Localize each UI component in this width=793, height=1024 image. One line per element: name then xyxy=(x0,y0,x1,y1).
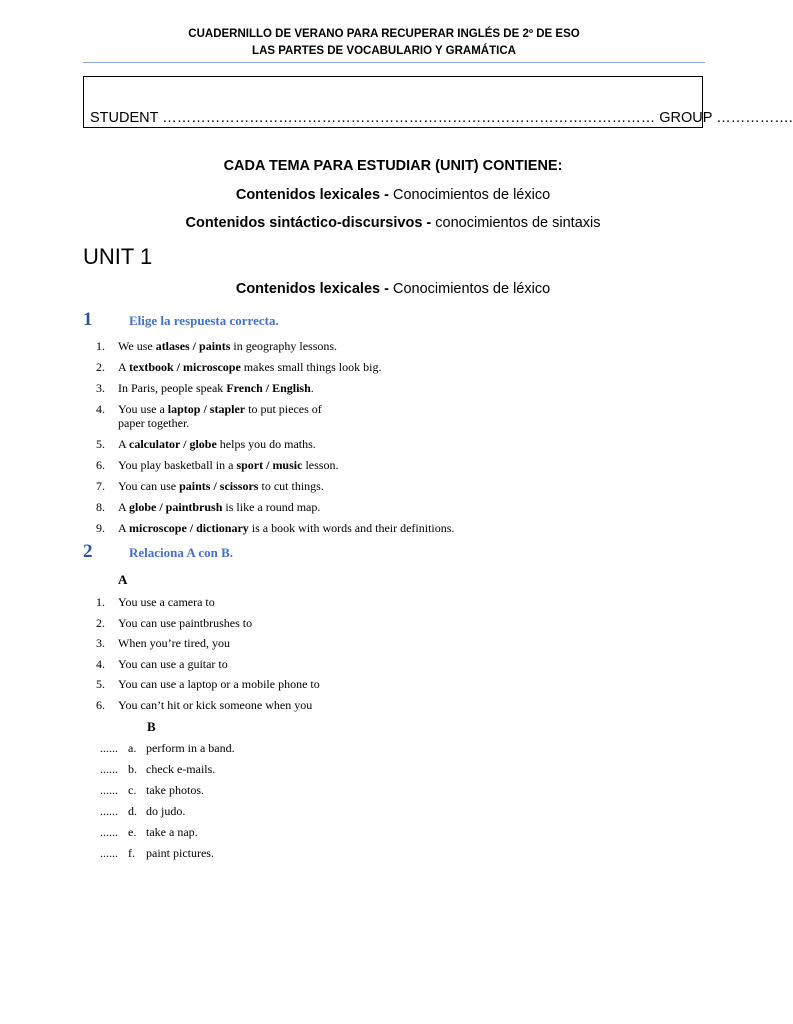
item-text: When you’re tired, you xyxy=(118,636,230,651)
item-text: You can use paintbrushes to xyxy=(118,615,253,630)
exercise-1-list xyxy=(96,339,454,542)
item-text xyxy=(118,360,454,381)
item-text xyxy=(118,402,454,437)
item-text: take a nap. xyxy=(146,825,198,839)
list-item xyxy=(96,458,454,479)
intro-lexical-bold: Contenidos lexicales - xyxy=(235,187,389,203)
item-number: 6. xyxy=(96,697,105,712)
item-number: 4. xyxy=(96,402,105,416)
exercise-2-column-b xyxy=(100,741,235,867)
exercise-2-number: 2 xyxy=(83,541,93,562)
list-item xyxy=(96,616,320,637)
list-item xyxy=(96,521,454,542)
header-line-1: CUADERNILLO DE VERANO PARA RECUPERAR INGLÉS DE 2º DE ESO xyxy=(188,28,580,40)
item-text-pre: We use xyxy=(118,339,156,353)
item-number: 8. xyxy=(96,500,105,514)
item-text xyxy=(118,339,454,360)
item-text: take photos. xyxy=(146,783,204,797)
item-text-post: makes small things look big. xyxy=(240,360,382,374)
item-text-pre: A xyxy=(118,437,130,451)
item-choice[interactable]: calculator / globe xyxy=(129,437,217,451)
exercise-1-heading xyxy=(83,309,279,331)
item-text: check e-mails. xyxy=(146,762,216,776)
unit-title: UNIT 1 xyxy=(83,244,153,269)
item-text-pre: You play basketball in a xyxy=(118,458,237,472)
list-item xyxy=(100,741,235,762)
document-header xyxy=(0,0,768,60)
item-choice[interactable]: globe / paintbrush xyxy=(129,500,223,514)
item-letter: b. xyxy=(128,762,137,776)
student-name-blank[interactable]: ………………………………………………………………………………………… xyxy=(158,110,660,126)
list-item xyxy=(96,677,320,698)
item-letter: c. xyxy=(128,783,137,797)
student-line xyxy=(90,110,793,126)
item-text: do judo. xyxy=(146,804,186,818)
answer-blank[interactable]: ...... xyxy=(100,783,118,797)
intro-lexical-line xyxy=(83,187,703,203)
item-number: 5. xyxy=(96,677,105,692)
list-item xyxy=(96,636,320,657)
intro-syntax-text: conocimientos de sintaxis xyxy=(431,215,601,231)
item-text: You can use a laptop or a mobile phone to xyxy=(118,677,320,692)
item-text xyxy=(118,437,454,458)
item-choice[interactable]: paints / scissors xyxy=(179,479,259,493)
unit-lexical-line xyxy=(83,281,703,297)
list-item xyxy=(96,339,454,360)
answer-blank[interactable]: ...... xyxy=(100,825,118,839)
item-text: You use a camera to xyxy=(118,595,215,609)
item-number: 1. xyxy=(96,339,105,353)
item-choice[interactable]: French / English xyxy=(226,381,311,395)
answer-blank[interactable]: ...... xyxy=(100,741,118,755)
item-letter: f. xyxy=(128,846,135,860)
list-item xyxy=(96,698,320,719)
header-line-2: LAS PARTES DE VOCABULARIO Y GRAMÁTICA xyxy=(252,45,516,57)
student-label: STUDENT xyxy=(90,110,159,126)
item-text-pre: A xyxy=(118,500,130,514)
intro-lexical-text: Conocimientos de léxico xyxy=(388,187,551,203)
answer-blank[interactable]: ...... xyxy=(100,804,118,818)
column-a-label: A xyxy=(118,572,128,587)
column-b-label: B xyxy=(147,719,156,734)
exercise-2-column-a xyxy=(96,595,320,719)
item-text: perform in a band. xyxy=(146,741,235,755)
exercise-1-number: 1 xyxy=(83,309,93,330)
item-number: 9. xyxy=(96,521,105,535)
item-number: 1. xyxy=(96,595,105,609)
unit-lexical-bold: Contenidos lexicales - xyxy=(235,281,389,297)
exercise-2-title: Relaciona A con B. xyxy=(129,545,234,560)
list-item xyxy=(100,846,235,867)
list-item xyxy=(96,657,320,678)
list-item xyxy=(100,825,235,846)
unit-lexical-text: Conocimientos de léxico xyxy=(388,281,551,297)
list-item xyxy=(96,595,320,616)
item-number: 3. xyxy=(96,381,105,395)
item-text xyxy=(118,479,454,500)
item-number: 4. xyxy=(96,656,105,671)
exercise-2-heading xyxy=(83,541,233,563)
item-letter: a. xyxy=(128,741,137,755)
item-number: 5. xyxy=(96,437,105,451)
exercise-1-title: Elige la respuesta correcta. xyxy=(129,313,279,328)
item-text: paint pictures. xyxy=(146,846,214,860)
item-text-post: . xyxy=(310,381,314,395)
item-text-post: to put pieces of xyxy=(245,402,322,416)
item-text xyxy=(118,521,454,542)
item-text-post: helps you do maths. xyxy=(216,437,316,451)
list-item xyxy=(96,360,454,381)
item-choice[interactable]: atlases / paints xyxy=(155,339,231,353)
item-text-pre: A xyxy=(118,521,130,535)
list-item xyxy=(100,783,235,804)
list-item xyxy=(96,402,454,437)
item-text xyxy=(118,458,454,479)
item-choice[interactable]: sport / music xyxy=(236,458,303,472)
answer-blank[interactable]: ...... xyxy=(100,762,118,776)
item-text-post: in geography lessons. xyxy=(230,339,338,353)
list-item xyxy=(96,381,454,402)
item-number: 2. xyxy=(96,360,105,374)
item-text: You can’t hit or kick someone when you xyxy=(118,697,313,712)
item-text xyxy=(118,500,454,521)
item-number: 3. xyxy=(96,636,105,651)
item-letter: d. xyxy=(128,804,137,818)
list-item xyxy=(96,437,454,458)
item-choice[interactable]: laptop / stapler xyxy=(167,402,246,416)
group-blank[interactable]: ……………. xyxy=(712,110,793,126)
item-text-post: is like a round map. xyxy=(222,500,321,514)
item-text xyxy=(118,381,454,402)
intro-syntax-line xyxy=(83,215,703,231)
item-text-pre: You can use xyxy=(118,479,180,493)
header-rule xyxy=(83,62,705,63)
list-item xyxy=(96,479,454,500)
intro-heading: CADA TEMA PARA ESTUDIAR (UNIT) CONTIENE: xyxy=(223,158,563,174)
item-text-post: to cut things. xyxy=(258,479,324,493)
group-label: GROUP xyxy=(659,110,713,126)
item-text-pre: A xyxy=(118,360,130,374)
answer-blank[interactable]: ...... xyxy=(100,846,118,860)
intro-syntax-bold: Contenidos sintáctico-discursivos - xyxy=(185,215,432,231)
list-item xyxy=(100,762,235,783)
item-number: 7. xyxy=(96,479,105,493)
item-text-pre: You use a xyxy=(118,402,168,416)
item-number: 2. xyxy=(96,615,105,630)
student-box xyxy=(83,76,793,128)
item-text-continued: paper together. xyxy=(118,416,190,430)
list-item xyxy=(96,500,454,521)
item-text-post: is a book with words and their definitions. xyxy=(248,521,455,535)
item-letter: e. xyxy=(128,825,137,839)
item-text-post: lesson. xyxy=(302,458,339,472)
item-text-pre: In Paris, people speak xyxy=(118,381,227,395)
item-text: You can use a guitar to xyxy=(118,656,228,671)
item-choice[interactable]: microscope / dictionary xyxy=(129,521,249,535)
item-choice[interactable]: textbook / microscope xyxy=(129,360,241,374)
list-item xyxy=(100,804,235,825)
item-number: 6. xyxy=(96,458,105,472)
